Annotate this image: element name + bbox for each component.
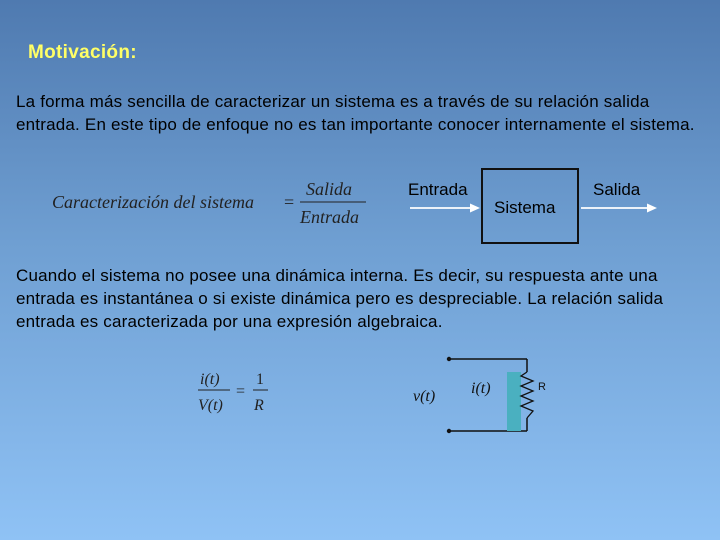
resistor-circuit [405,350,565,440]
ohm-numerator-right: 1 [256,371,264,388]
equation-lhs: Caracterización del sistema [52,192,254,212]
equation-denominator: Entrada [300,207,360,227]
voltage-label: v(t) [413,388,436,405]
equation-numerator: Salida [306,179,353,199]
ohm-equals: = [236,383,246,400]
characterization-equation [52,176,372,228]
resistor-label: R [538,381,546,393]
equation-equals: = [284,192,295,212]
resistor-highlight [507,372,521,431]
intro-paragraph: La forma más sencilla de caracterizar un sistema es a través de su relación salida entrada. En este tipo de enfoque no es tan importante conocer internamente el sistema. [16,92,695,134]
output-label: Salida [593,180,641,199]
current-label: i(t) [471,380,491,397]
slide-title: Motivación: [28,42,137,63]
algebraic-paragraph: Cuando el sistema no posee una dinámica interna. Es decir, su respuesta ante una entrada es instantánea o si existe dinámica pero es despreciable. La relación salida entrada es caracterizada por una expresión algebraica. [16,266,664,331]
input-arrow [410,200,482,216]
resistor-icon [521,372,533,418]
ohm-numerator-left: i(t) [200,371,220,388]
system-label: Sistema [494,198,556,217]
top-terminal [447,357,451,361]
ohm-equation [198,368,278,418]
ohm-denominator-left: V(t) [198,397,223,414]
bottom-terminal [447,429,451,433]
input-label: Entrada [408,180,468,199]
output-arrow [581,200,659,216]
ohm-denominator-right: R [254,397,264,414]
